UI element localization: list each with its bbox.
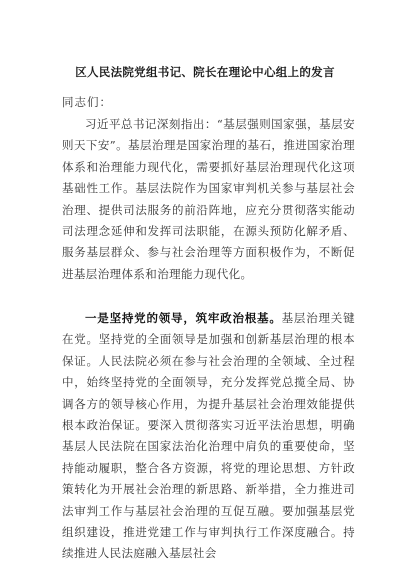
- paragraph-body: 基层治理关键在党。坚持党的全面领导是加强和创新基层治理的根本保证。人民法院必须在参与社会治理的全领域、全过程中，始终坚持党的全面领导，充分发挥党总揽全局、协调各方的领导核心作用，为提升基层社会治理效能提供根本政治保证。要深入贯彻落实习近平法治思想，明确基层人民法院在国家法治化治理中肩负的重要使命，坚持能动履职，整合各方资源，将党的理论思想、方针政策转化为开展社会治理的新思路、新举措，全力推进司法审判工作与基层社会治理的互促互融。要加强基层党组织建设，推进党建工作与审判执行工作深度融合。持续推进人民法庭融入基层社会: [62, 311, 355, 561]
- paragraph-point-one: [62, 308, 355, 565]
- document-title: 区人民法院党组书记、院长在理论中心组上的发言: [75, 65, 335, 79]
- salutation: 同志们：: [62, 95, 112, 109]
- paragraph-intro: 习近平总书记深刻指出：“基层强则国家强，基层安则天下安”。基层治理是国家治理的基石，推进国家治理体系和治理能力现代化，需要抓好基层治理现代化这项基础性工作。基层法院作为国家审判机关参与基层社会治理、提供司法服务的前沿阵地，应充分贯彻落实能动司法理念延伸和发挥司法职能，在源头预防化解矛盾、服务基层群众、参与社会治理等方面积极作为，不断促进基层治理体系和治理能力现代化。: [62, 117, 355, 281]
- paragraph-lead-heading: 一是坚持党的领导，筑牢政治根基。: [85, 311, 282, 325]
